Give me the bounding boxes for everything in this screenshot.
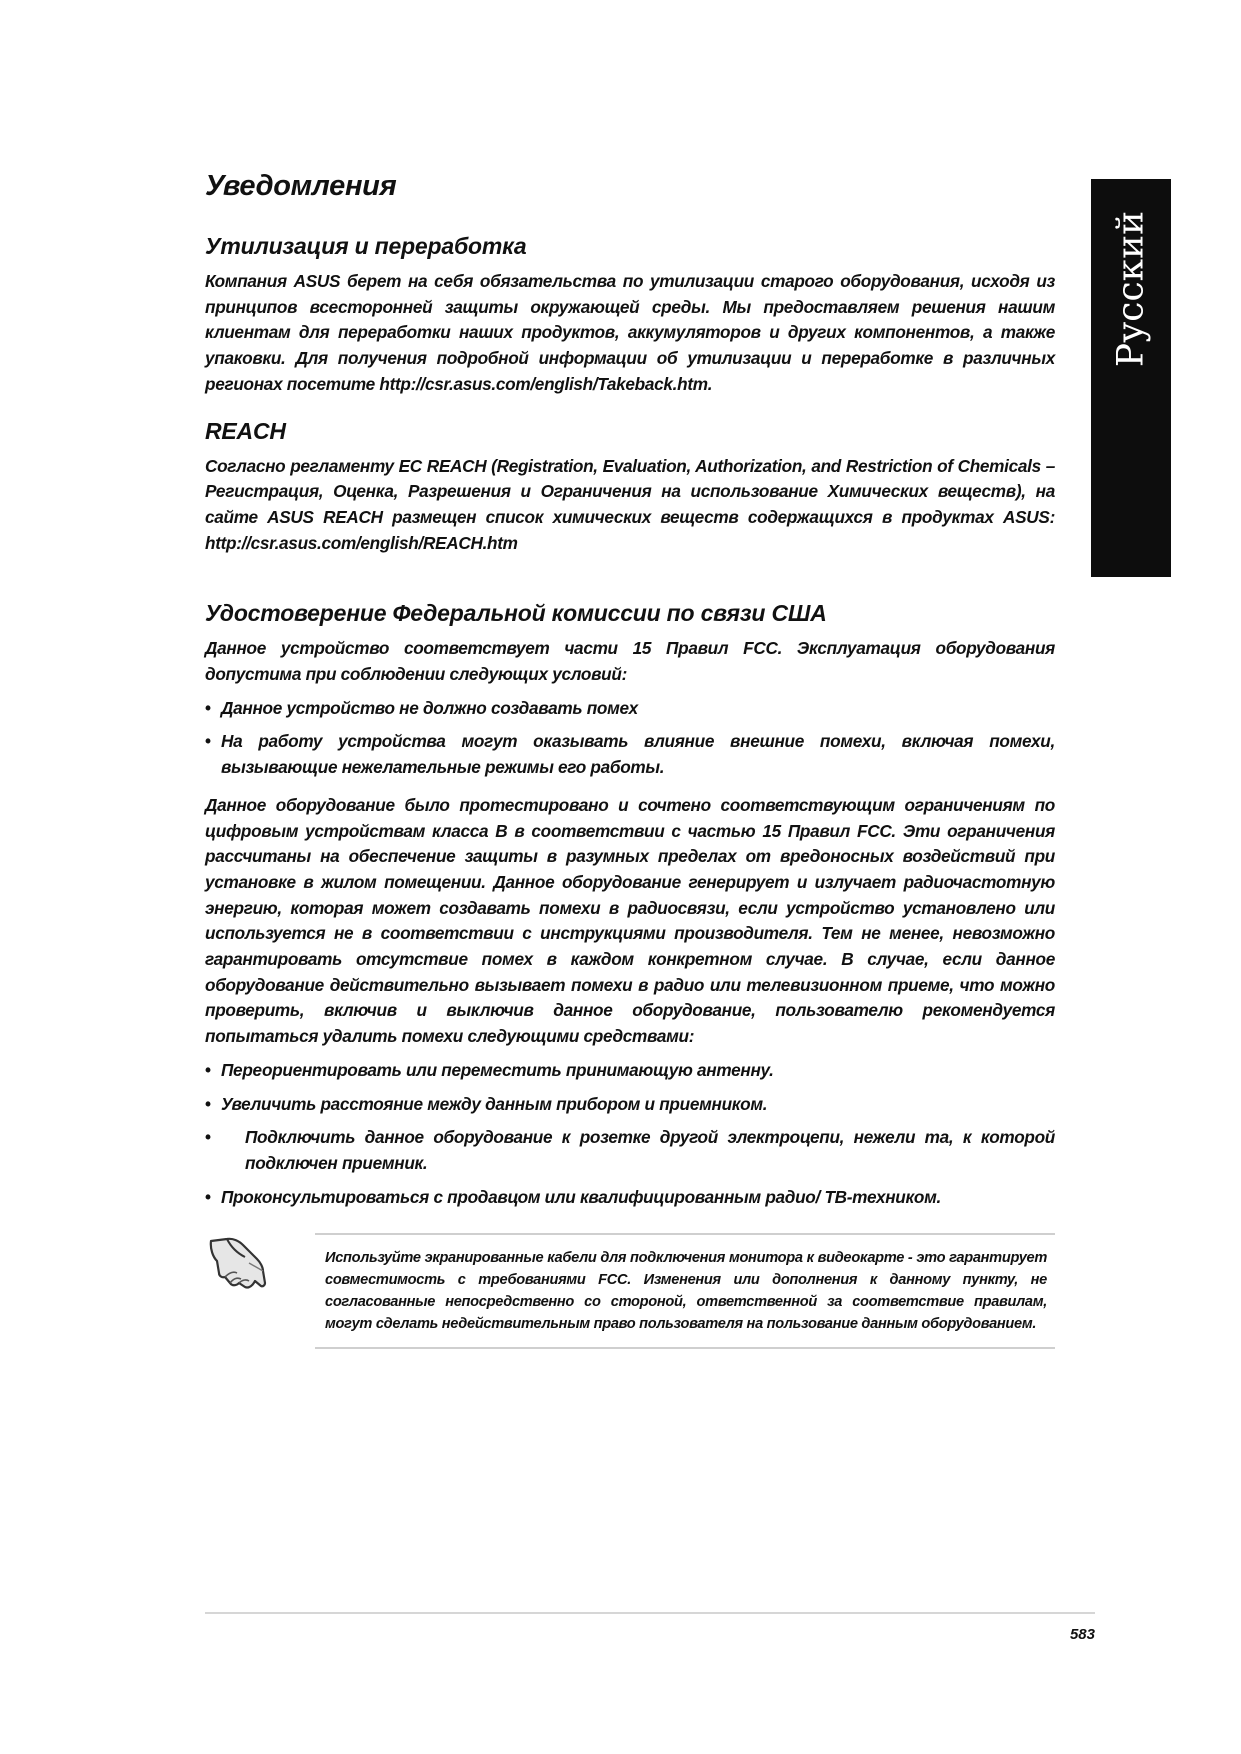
language-tab <box>1091 179 1171 577</box>
fcc-intro: Данное устройство соответствует части 15 Правил FCC. Эксплуатация оборудования допустима при соблюдении следующих условий: <box>205 638 1055 685</box>
page-title: Уведомления <box>205 170 397 202</box>
fcc-heading: Удостоверение Федеральной комиссии по связи США <box>205 600 827 627</box>
note-text: Используйте экранированные кабели для подключения монитора к видеокарте - это гарантирует совместимость с требованиями FCC. Изменения или дополнения к данному пункту, не согласованные непосредственно со стороной, ответственной за соответствие правилам, могут сделать недействительным право пользователя на пользование данным оборудованием. <box>325 1250 1047 1332</box>
list-item: • Переориентировать или переместить принимающую антенну. <box>205 1058 1055 1084</box>
bullet-icon: • <box>205 731 211 752</box>
note-block <box>205 1233 1055 1353</box>
list-item: • Подключить данное оборудование к розетке другой электроцепи, нежели та, к которой подключен приемник. <box>205 1127 1055 1173</box>
bullet-icon: • <box>205 1186 211 1207</box>
bullet-icon: • <box>205 697 211 718</box>
language-tab-label: Русский <box>1110 210 1152 368</box>
fcc-conditions-list <box>205 696 1055 781</box>
recycling-text: Компания ASUS берет на себя обязательства по утилизации старого оборудования, исходя из принципов всесторонней защиты окружающей среды. Мы предоставляем решения нашим клиентам для переработки наших продуктов, аккумуляторов и других компонентов, а также упаковки. Для получения подробной информации об утилизации и переработке в различных регионах посетите http://csr.asus.com/english/Takeback.htm. <box>205 271 1055 394</box>
fcc-remedies-list <box>205 1058 1055 1211</box>
note-box <box>315 1233 1055 1349</box>
bullet-icon: • <box>205 1127 211 1148</box>
recycling-heading: Утилизация и переработка <box>205 233 527 259</box>
page-number: 583 <box>1069 1626 1095 1643</box>
list-item: • Данное устройство не должно создавать помех <box>205 696 1055 722</box>
list-item: • На работу устройства могут оказывать влияние внешние помехи, включая помехи, вызывающие нежелательные режимы его работы. <box>205 731 1055 778</box>
fcc-body: Данное оборудование было протестировано и сочтено соответствующим ограничениям по цифровым устройствам класса В в соответствии с частью 15 Правил FCC. Эти ограничения рассчитаны на обеспечение защиты в разумных пределах от вредоносных воздействий при установке в жилом помещении. Данное оборудование генерирует и излучает радиочастотную энергию, которая может создавать помехи в радиосвязи, если устройство установлено или используется не в соответствии с инструкциями производителя. Тем не менее, невозможно гарантировать отсутствие помех в каждом конкретном случае. В случае, если данное оборудование действительно вызывает помехи в радио или телевизионном приеме, что можно проверить, включив и выключив данное оборудование, пользователю рекомендуется попытаться удалить помехи следующими средствами: <box>205 794 1055 1047</box>
reach-heading: REACH <box>205 417 286 444</box>
bullet-icon: • <box>205 1059 211 1080</box>
list-item: • Проконсультироваться с продавцом или квалифицированным радио/ ТВ-техником. <box>205 1185 1055 1211</box>
footer-divider <box>205 1612 1095 1614</box>
pointing-hand-icon <box>205 1233 273 1299</box>
bullet-icon: • <box>205 1093 211 1114</box>
list-item: • Увеличить расстояние между данным прибором и приемником. <box>205 1092 1055 1118</box>
reach-text: Согласно регламенту EC REACH (Registration, Evaluation, Authorization, and Restriction of Chemicals – Регистрация, Оценка, Разрешения и Ограничения на использование Химических веществ), на сайте ASUS REACH размещен список химических веществ содержащихся в продуктах ASUS: http://csr.asus.com/english/REACH.htm <box>205 455 1055 553</box>
main-content <box>205 170 1055 1222</box>
